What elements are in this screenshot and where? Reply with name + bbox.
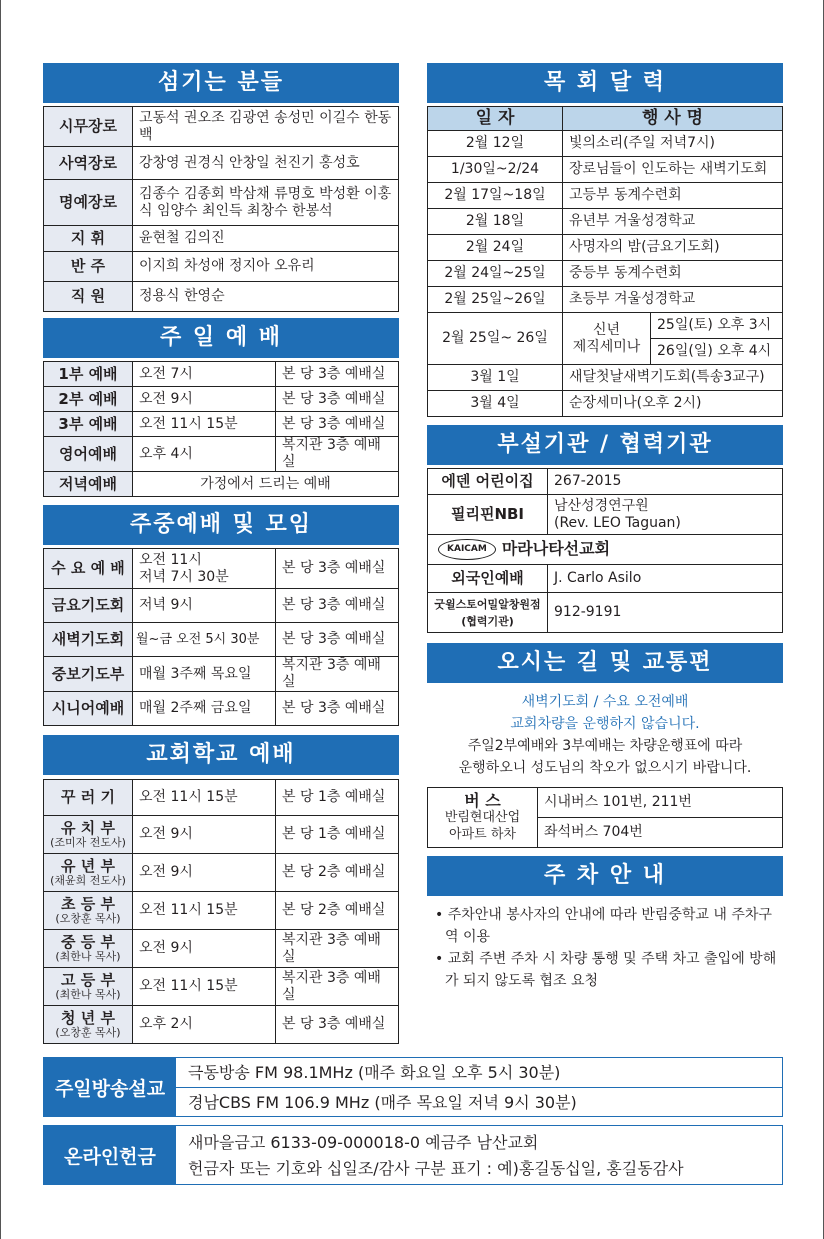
- school-row: [44, 1006, 399, 1044]
- affiliate-label: 필리핀NBI: [428, 495, 548, 535]
- calendar-event: 중등부 동계수련회: [563, 261, 783, 287]
- school-leader: (최한나 목사): [55, 950, 121, 963]
- calendar-event: 유년부 겨울성경학교: [563, 209, 783, 235]
- school-label: 중 등 부: [61, 933, 115, 951]
- weekday-row: [44, 549, 399, 589]
- offering-lines: [176, 1126, 782, 1184]
- sunday-row: [44, 437, 399, 472]
- calendar-date: 2월 12일: [428, 131, 563, 157]
- directions-notice-line2: 교회차량을 운행하지 않습니다.: [510, 716, 700, 732]
- calendar-date: 3월 1일: [428, 365, 563, 391]
- calendar-event: 빛의소리(주일 저녁7시): [563, 131, 783, 157]
- affiliate-value: 267-2015: [548, 469, 783, 495]
- calendar-row: [428, 183, 783, 209]
- sunday-time: 오전 7시: [133, 362, 276, 387]
- sunday-row: [44, 362, 399, 387]
- serve-label: 시무장로: [44, 107, 133, 147]
- calendar-row: [428, 131, 783, 157]
- weekday-label: 중보기도부: [44, 657, 133, 692]
- affiliate-row: [428, 565, 783, 593]
- offering-line2: 헌금자 또는 기호와 십일조/감사 구분 표기 : 예)홍길동십일, 홍길동감사: [188, 1159, 684, 1178]
- school-time: 오전 9시: [133, 816, 276, 854]
- weekday-label: 수 요 예 배: [44, 549, 133, 589]
- school-place: 본 당 2층 예배실: [276, 854, 399, 892]
- school-row: [44, 780, 399, 816]
- calendar-row: [428, 365, 783, 391]
- serve-label: 사역장로: [44, 147, 133, 180]
- school-label-cell: [44, 930, 133, 968]
- bus-line1: 시내버스 101번, 211번: [538, 788, 783, 818]
- directions-title: 오시는 길 및 교통편: [427, 643, 783, 683]
- broadcast-label: 주일방송설교: [44, 1058, 176, 1116]
- calendar-title: 목 회 달 력: [427, 63, 783, 103]
- directions-notice-line1: 새벽기도회 / 수요 오전예배: [521, 694, 689, 710]
- school-time: 오후 2시: [133, 1006, 276, 1044]
- school-label-cell: [44, 892, 133, 930]
- weekday-row: [44, 657, 399, 692]
- page-edge-left: [0, 0, 1, 1239]
- calendar-row: [428, 261, 783, 287]
- school-label-cell: [44, 968, 133, 1006]
- calendar-row: [428, 313, 783, 339]
- weekday-row: [44, 589, 399, 623]
- serve-label: 직 원: [44, 282, 133, 312]
- sunday-row: [44, 412, 399, 437]
- school-time: 오전 11시 15분: [133, 780, 276, 816]
- school-place: 본 당 1층 예배실: [276, 816, 399, 854]
- calendar-date: 2월 24일~25일: [428, 261, 563, 287]
- school-row: [44, 892, 399, 930]
- school-time: 오전 11시 15분: [133, 968, 276, 1006]
- directions-text-line2: 운행하오니 성도님의 착오가 없으시기 바랍니다.: [458, 760, 752, 776]
- calendar-date: 2월 18일: [428, 209, 563, 235]
- parking-item: • 교회 주변 주차 시 차량 통행 및 주택 차고 출입에 방해가 되지 않도록 협조 요청: [435, 951, 777, 989]
- calendar-event: 순장세미나(오후 2시): [563, 391, 783, 417]
- affiliate-label: 굿윌스토어밀알창원점 (협력기관): [428, 593, 548, 633]
- affiliate-row: [428, 495, 783, 535]
- affiliate-value: 남산성경연구원 (Rev. LEO Taguan): [548, 495, 783, 535]
- serve-label: 지 휘: [44, 226, 133, 252]
- school-row: [44, 854, 399, 892]
- school-place: 본 당 1층 예배실: [276, 780, 399, 816]
- parking-list: [427, 904, 783, 992]
- school-label-cell: [44, 816, 133, 854]
- calendar-date: 3월 4일: [428, 391, 563, 417]
- calendar-seminar-day2: 26일(일) 오후 4시: [651, 339, 783, 365]
- offering-box: [43, 1125, 783, 1185]
- directions-notice: [427, 691, 783, 779]
- weekday-time: 오전 11시 저녁 7시 30분: [133, 549, 276, 589]
- serve-row: [44, 147, 399, 180]
- weekday-label: 새벽기도회: [44, 623, 133, 657]
- serve-value: 정용식 한영순: [133, 282, 399, 312]
- school-leader: (최한나 목사): [55, 988, 121, 1001]
- sunday-place: 본 당 3층 예배실: [276, 387, 399, 412]
- school-label: 청 년 부: [61, 1009, 115, 1027]
- sunday-title: 주 일 예 배: [43, 318, 399, 358]
- school-row: [44, 968, 399, 1006]
- school-row: [44, 816, 399, 854]
- calendar-date: 2월 24일: [428, 235, 563, 261]
- school-leader: (조미자 전도사): [50, 836, 126, 849]
- weekday-label: 금요기도회: [44, 589, 133, 623]
- weekday-title: 주중예배 및 모임: [43, 505, 399, 545]
- school-leader: (오창훈 목사): [55, 1026, 121, 1039]
- calendar-date: 2월 25일~26일: [428, 287, 563, 313]
- serve-row: [44, 180, 399, 226]
- weekday-time: 매월 3주째 목요일: [133, 657, 276, 692]
- affiliate-row-kaicam: [428, 535, 783, 565]
- calendar-event: 사명자의 밤(금요기도회): [563, 235, 783, 261]
- kaicam-logo: KAICAM: [438, 539, 496, 560]
- calendar-table: [427, 106, 783, 417]
- affiliate-label: 에덴 어린이집: [428, 469, 548, 495]
- weekday-place: 본 당 3층 예배실: [276, 692, 399, 726]
- affiliates-table: [427, 468, 783, 633]
- school-leader: (오창훈 목사): [55, 912, 121, 925]
- weekday-time: 월~금 오전 5시 30분: [133, 623, 276, 657]
- sunday-time: 오후 4시: [133, 437, 276, 472]
- serve-row: [44, 252, 399, 282]
- school-label: 유 치 부: [61, 819, 115, 837]
- weekday-label: 시니어예배: [44, 692, 133, 726]
- sunday-place: 복지관 3층 예배실: [276, 437, 399, 472]
- weekday-place: 본 당 3층 예배실: [276, 549, 399, 589]
- bus-table: [427, 787, 783, 848]
- sunday-row: [44, 387, 399, 412]
- kaicam-name: 마라나타선교회: [501, 539, 611, 558]
- serve-label: 명예장로: [44, 180, 133, 226]
- weekday-row: [44, 623, 399, 657]
- school-label: 꾸 러 기: [44, 780, 133, 816]
- affiliate-label: 외국인예배: [428, 565, 548, 593]
- calendar-col-date: 일 자: [428, 107, 563, 131]
- broadcast-line2: 경남CBS FM 106.9 MHz (매주 목요일 저녁 9시 30분): [188, 1093, 577, 1112]
- parking-title: 주 차 안 내: [427, 856, 783, 896]
- parking-item-text: 주차안내 봉사자의 안내에 따라 반림중학교 내 주차구역 이용: [445, 907, 772, 945]
- sunday-label: 저녁예배: [44, 472, 133, 497]
- parking-item-text: 교회 주변 주차 시 차량 통행 및 주택 차고 출입에 방해가 되지 않도록 협조 요청: [445, 951, 777, 989]
- school-time: 오전 9시: [133, 930, 276, 968]
- sunday-label: 1부 예배: [44, 362, 133, 387]
- calendar-col-event: 행 사 명: [563, 107, 783, 131]
- calendar-event: 고등부 동계수련회: [563, 183, 783, 209]
- calendar-seminar-day1: 25일(토) 오후 3시: [651, 313, 783, 339]
- calendar-event: 장로님들이 인도하는 새벽기도회: [563, 157, 783, 183]
- serve-value: 윤현철 김의진: [133, 226, 399, 252]
- serve-value: 이지희 차성애 정지아 오유리: [133, 252, 399, 282]
- calendar-row: [428, 235, 783, 261]
- serve-value: 강창영 권경식 안창일 천진기 홍성호: [133, 147, 399, 180]
- school-time: 오전 11시 15분: [133, 892, 276, 930]
- school-label-cell: [44, 854, 133, 892]
- weekday-table: [43, 548, 399, 726]
- sunday-table: [43, 361, 399, 497]
- right-column: [427, 63, 783, 992]
- school-place: 본 당 3층 예배실: [276, 1006, 399, 1044]
- offering-label: 온라인헌금: [44, 1126, 176, 1184]
- calendar-row: [428, 209, 783, 235]
- school-place: 복지관 3층 예배실: [276, 930, 399, 968]
- calendar-seminar-name: 신년 제직세미나: [563, 313, 651, 365]
- weekday-time: 매월 2주째 금요일: [133, 692, 276, 726]
- serve-value: 김종수 김종회 박삼채 류명호 박성환 이홍식 임양수 최인득 최창수 한봉석: [133, 180, 399, 226]
- weekday-row: [44, 692, 399, 726]
- serve-table: [43, 106, 399, 312]
- sunday-label: 2부 예배: [44, 387, 133, 412]
- bus-label-cell: [428, 788, 538, 848]
- school-table: [43, 779, 399, 1044]
- calendar-date: 1/30일~2/24: [428, 157, 563, 183]
- school-title: 교회학교 예배: [43, 735, 399, 775]
- bus-label: 버 스: [464, 791, 501, 810]
- weekday-time: 저녁 9시: [133, 589, 276, 623]
- affiliates-title: 부설기관 / 협력기관: [427, 425, 783, 465]
- serve-title: 섬기는 분들: [43, 63, 399, 103]
- weekday-place: 복지관 3층 예배실: [276, 657, 399, 692]
- calendar-event: 새달첫날새벽기도회(특송3교구): [563, 365, 783, 391]
- offering-line1: 새마을금고 6133-09-000018-0 예금주 남산교회: [188, 1133, 539, 1152]
- serve-row: [44, 226, 399, 252]
- sunday-time: 오전 11시 15분: [133, 412, 276, 437]
- sunday-time: 오전 9시: [133, 387, 276, 412]
- school-row: [44, 930, 399, 968]
- school-label: 고 등 부: [61, 971, 115, 989]
- bus-stop: 반림현대산업 아파트 하차: [444, 810, 521, 842]
- sunday-place: 본 당 3층 예배실: [276, 362, 399, 387]
- weekday-place: 본 당 3층 예배실: [276, 623, 399, 657]
- directions-text-line1: 주일2부예배와 3부예배는 차량운행표에 따라: [467, 738, 743, 754]
- affiliate-row: [428, 469, 783, 495]
- sunday-label: 3부 예배: [44, 412, 133, 437]
- serve-row: [44, 282, 399, 312]
- calendar-event: 초등부 겨울성경학교: [563, 287, 783, 313]
- serve-label: 반 주: [44, 252, 133, 282]
- school-place: 본 당 2층 예배실: [276, 892, 399, 930]
- affiliate-row: [428, 593, 783, 633]
- calendar-row: [428, 287, 783, 313]
- affiliate-value: 912-9191: [548, 593, 783, 633]
- broadcast-lines: [176, 1058, 782, 1116]
- calendar-row: [428, 157, 783, 183]
- calendar-row: [428, 391, 783, 417]
- school-label: 유 년 부: [61, 857, 115, 875]
- broadcast-box: [43, 1057, 783, 1117]
- calendar-date: 2월 25일~ 26일: [428, 313, 563, 365]
- school-time: 오전 9시: [133, 854, 276, 892]
- school-label-cell: [44, 1006, 133, 1044]
- kaicam-cell: [428, 535, 783, 565]
- calendar-header-row: [428, 107, 783, 131]
- serve-row: [44, 107, 399, 147]
- school-place: 복지관 3층 예배실: [276, 968, 399, 1006]
- school-leader: (채윤희 전도사): [50, 874, 126, 887]
- school-label: 초 등 부: [61, 895, 115, 913]
- bus-line2: 좌석버스 704번: [538, 818, 783, 848]
- serve-value: 고동석 권오조 김광연 송성민 이길수 한동백: [133, 107, 399, 147]
- weekday-place: 본 당 3층 예배실: [276, 589, 399, 623]
- bus-row: [428, 788, 783, 818]
- sunday-label: 영어예배: [44, 437, 133, 472]
- sunday-row: [44, 472, 399, 497]
- calendar-date: 2월 17일~18일: [428, 183, 563, 209]
- sunday-place: 본 당 3층 예배실: [276, 412, 399, 437]
- broadcast-line1: 극동방송 FM 98.1MHz (매주 화요일 오후 5시 30분): [176, 1058, 782, 1088]
- sunday-evening-value: 가정에서 드리는 예배: [133, 472, 399, 497]
- left-column: [43, 63, 399, 1044]
- affiliate-value: J. Carlo Asilo: [548, 565, 783, 593]
- parking-item: • 주차안내 봉사자의 안내에 따라 반림중학교 내 주차구역 이용: [435, 907, 772, 945]
